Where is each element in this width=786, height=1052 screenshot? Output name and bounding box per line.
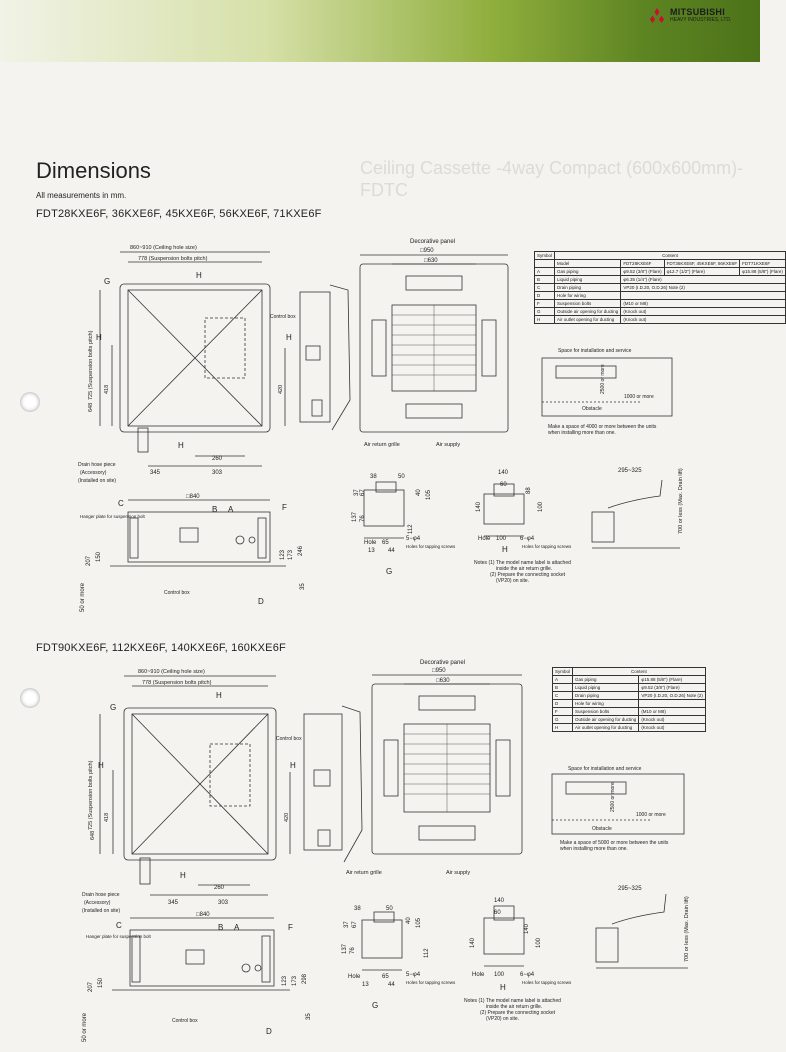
s1-d35: 35 — [300, 583, 306, 590]
ghost-line-1: Ceiling Cassette -4way Compact (600x600mm)- — [360, 158, 744, 178]
s2-d140v2: 140 — [470, 937, 476, 948]
table-row: G Outside air opening for ducting (Knock out) — [553, 716, 706, 724]
s2-letter-h2: H — [500, 983, 506, 992]
s1-letter-h-left: H — [96, 333, 102, 342]
s1-d65: 65 — [382, 540, 389, 546]
s2-decorative-panel: Decorative panel — [420, 660, 466, 666]
s2-letter-b: B — [218, 923, 224, 932]
s2-d345: 345 — [168, 900, 179, 906]
s1-d76: 76 — [360, 515, 366, 522]
s1-front-view — [110, 500, 286, 566]
s1-d295: 295~325 — [618, 468, 642, 474]
s2-drain-lift — [596, 894, 688, 968]
s1-d37: 37 — [354, 489, 360, 496]
s1-ceiling-hole: 860~910 (Ceiling hole size) — [130, 245, 197, 251]
s1-drain-lift — [592, 480, 680, 548]
table-row: D Hole for wiring — [535, 292, 786, 300]
s1-d67: 67 — [360, 489, 366, 496]
ghost-line-2: FDTC — [360, 179, 408, 200]
s2-d303: 303 — [218, 900, 229, 906]
s2-bolt-pitch-v: 725 (Suspension bolts pitch) — [88, 760, 94, 830]
s2-obstacle: Obstacle — [592, 826, 612, 832]
table-row: C Drain piping VP20 (I.D.20, O.D.26) Note (2) — [553, 692, 706, 700]
s2-letter-d: D — [266, 1027, 272, 1036]
s1-d150: 150 — [96, 551, 102, 562]
s1-space-diagram — [542, 358, 672, 416]
table-row: B Liquid piping φ9.52 (3/8") (Flare) — [553, 684, 706, 692]
s2-letter-h-bottom: H — [180, 871, 186, 880]
s2-d44: 44 — [388, 982, 395, 988]
s1-letter-h-right: H — [286, 333, 292, 342]
s1-sub-m2: FDT36KXE6F, 45KXE6F, 56KXE6F — [664, 260, 740, 268]
s2-d38: 38 — [354, 906, 361, 912]
s2-d260: 260 — [214, 885, 225, 891]
s1-note-3: (2) Prepare the connecting socket — [490, 572, 566, 578]
s1-d38: 38 — [370, 474, 377, 480]
s1-d173: 173 — [288, 549, 294, 560]
table-row: H Air outlet opening for ducting (Knock out) — [553, 724, 706, 732]
s1-d5phi4: 5−φ4 — [406, 536, 421, 542]
s2-d630: □630 — [436, 678, 450, 684]
s1-symbol-table — [534, 251, 786, 324]
s2-panel-view — [372, 675, 522, 854]
s2-space-diagram — [552, 774, 684, 834]
s2-detail-g — [362, 912, 402, 970]
s1-letter-f: F — [282, 503, 287, 512]
s1-space-note: Make a space of 4000 or more between the units when installing more than one. — [548, 424, 657, 436]
s2-d150: 150 — [98, 977, 104, 988]
s1-d105: 105 — [426, 489, 432, 500]
s1-letter-a: A — [228, 505, 234, 514]
s1-letter-h2: H — [502, 545, 508, 554]
s1-d303: 303 — [212, 470, 223, 476]
s2-installed: (Installed on site) — [82, 908, 121, 914]
s1-obstacle: Obstacle — [582, 406, 602, 412]
s2-bolt-pitch-h: 778 (Suspension bolts pitch) — [142, 680, 212, 686]
s1-panel-view — [360, 255, 508, 432]
s2-note-1: Notes (1) The model name label is attached — [464, 998, 561, 1004]
s2-d40: 40 — [406, 917, 412, 924]
s1-d60: 60 — [500, 482, 507, 488]
s2-d295: 295~325 — [618, 886, 642, 892]
s1-decorative-panel: Decorative panel — [410, 239, 456, 245]
s2-d100: 100 — [536, 937, 542, 948]
s2-note-2: inside the air return grille. — [486, 1004, 543, 1010]
table-row: B Liquid piping φ6.35 (1/4") (Flare) — [535, 276, 786, 284]
s2-letter-g2: G — [372, 1001, 379, 1010]
s1-letter-h-bottom: H — [178, 441, 184, 450]
s2-air-supply: Air supply — [446, 870, 471, 876]
s1-letter-g: G — [104, 277, 111, 286]
s1-drain-hose: Drain hose piece — [78, 462, 116, 468]
s2-front-view — [112, 918, 290, 990]
s2-space-note: Make a space of 5000 or more between the units when installing more than one. — [560, 840, 669, 852]
s2-d5phi4: 5−φ4 — [406, 972, 421, 978]
s2-d37: 37 — [344, 921, 350, 928]
s2-d112: 112 — [424, 948, 430, 958]
s2-d137: 137 — [342, 943, 348, 954]
s1-sub-m1: FDT28KXE6F — [621, 260, 664, 268]
s1-th-symbol: Symbol — [535, 252, 555, 260]
s1-d100b: 100 — [496, 536, 507, 542]
brand-name: MITSUBISHI — [670, 7, 726, 17]
s2-d67: 67 — [352, 921, 358, 928]
s1-d1000: 1000 or more — [624, 394, 654, 400]
s2-d950: □950 — [432, 668, 446, 674]
s1-d88: 88 — [526, 487, 532, 494]
table-row: F Suspension bolts (M10 or M8) — [553, 708, 706, 716]
s1-hole: Hole — [364, 540, 377, 546]
s1-d123: 123 — [280, 549, 286, 560]
s1-d260: 260 — [212, 456, 223, 462]
s2-letter-a: A — [234, 923, 240, 932]
s2-th-symbol: Symbol — [553, 668, 573, 676]
s2-d100b: 100 — [494, 972, 505, 978]
s2-accessory: (Accessory) — [84, 900, 111, 906]
s2-hanger: Hanger plate for suspension bolt — [86, 934, 151, 939]
table-row: D Hole for wiring — [553, 700, 706, 708]
s1-letter-c: C — [118, 499, 124, 508]
s2-plan-view — [100, 676, 290, 895]
s2-d840: □840 — [196, 912, 210, 918]
brand-tagline: HEAVY INDUSTRIES, LTD. — [670, 17, 732, 23]
s1-letter-d: D — [258, 597, 264, 606]
s1-d840: □840 — [186, 494, 200, 500]
table-row: H Air outlet opening for ducting (Knock out) — [535, 316, 786, 324]
s1-detail-h — [484, 484, 524, 536]
s2-letter-h-left: H — [98, 761, 104, 770]
s2-note-4: (VP20) on site. — [486, 1016, 520, 1022]
s1-tapping-h: Holes for tapping screws — [522, 544, 572, 549]
s2-symbol-table — [552, 667, 706, 732]
s1-air-supply: Air supply — [436, 442, 461, 448]
s2-control-box-2: Control box — [172, 1018, 198, 1024]
s1-note-1: Notes (1) The model name label is attached — [474, 560, 571, 566]
s1-air-return: Air return grille — [364, 442, 400, 448]
s1-th-content: Content — [555, 252, 786, 260]
s1-d40: 40 — [416, 489, 422, 496]
table-row: F Suspension bolts (M10 or M8) — [535, 300, 786, 308]
s1-letter-b: B — [212, 505, 218, 514]
s2-letter-h-right: H — [290, 761, 296, 770]
s1-d140v: 140 — [476, 501, 482, 512]
s1-d950: □950 — [420, 248, 434, 254]
s2-d298: 298 — [302, 973, 308, 984]
s2-d140: 140 — [494, 898, 505, 904]
s1-d420: 420 — [278, 384, 284, 394]
s1-side-view — [300, 285, 350, 430]
s2-d1000: 1000 or more — [636, 812, 666, 818]
s2-d207: 207 — [88, 981, 94, 992]
s1-d345: 345 — [150, 470, 161, 476]
s1-d100: 100 — [538, 501, 544, 512]
page-subtitle: All measurements in mm. — [36, 191, 127, 200]
s2-d13: 13 — [362, 982, 369, 988]
s1-d44: 44 — [388, 548, 395, 554]
s2-note-3: (2) Prepare the connecting socket — [480, 1010, 556, 1016]
table-row: A Gas piping φ9.52 (3/8") (Flare) φ12.7 (1/2") (Flare) φ15.88 (5/8") (Flare) — [535, 268, 786, 276]
s1-d50b: 50 — [398, 474, 405, 480]
table-row: G Outside air opening for ducting (Knock out) — [535, 308, 786, 316]
s2-d76: 76 — [350, 947, 356, 954]
s1-d137: 137 — [352, 511, 358, 522]
s2-ceiling-hole: 860~910 (Ceiling hole size) — [138, 669, 205, 675]
section2-model: FDT90KXE6F, 112KXE6F, 140KXE6F, 160KXE6F — [36, 642, 286, 654]
s2-d60: 60 — [494, 910, 501, 916]
s2-d6phi4: 6−φ4 — [520, 972, 535, 978]
s2-letter-c: C — [116, 921, 122, 930]
s2-letter-g: G — [110, 703, 117, 712]
s2-tapping: Holes for tapping screws — [406, 980, 456, 985]
s1-sub-m3: FDT71KXE6F — [740, 260, 786, 268]
s1-plan-view — [100, 252, 285, 466]
s1-tapping: Holes for tapping screws — [406, 544, 456, 549]
s2-d140v: 140 — [524, 923, 530, 934]
s2-d173: 173 — [292, 975, 298, 986]
section1-model: FDT28KXE6F, 36KXE6F, 45KXE6F, 56KXE6F, 71KXE6F — [36, 208, 322, 220]
s2-d105: 105 — [416, 917, 422, 928]
table-row: C Drain piping VP20 (I.D.20, O.D.26) Note (2) — [535, 284, 786, 292]
s1-accessory: (Accessory) — [80, 470, 107, 476]
s2-letter-f: F — [288, 923, 293, 932]
s1-letter-h-top: H — [196, 271, 202, 280]
s1-d13: 13 — [368, 548, 375, 554]
s2-d50b: 50 — [386, 906, 393, 912]
s1-bolt-pitch-h: 778 (Suspension bolts pitch) — [138, 256, 208, 262]
s2-hole: Hole — [348, 974, 361, 980]
s1-hole-h: Hole — [478, 536, 491, 542]
s1-d50-more: 50 or more — [80, 582, 86, 612]
s2-air-return: Air return grille — [346, 870, 382, 876]
s1-detail-g — [364, 482, 404, 538]
s1-installed: (Installed on site) — [78, 478, 117, 484]
s2-control-box: Control box — [276, 736, 302, 742]
s2-notes — [464, 998, 561, 1022]
s2-d2500: 2500 or more — [610, 782, 616, 812]
s2-d648: 648 — [90, 830, 96, 840]
s2-tapping-h: Holes for tapping screws — [522, 980, 572, 985]
s1-d207: 207 — [86, 555, 92, 566]
s1-control-box: Control box — [270, 314, 296, 320]
s1-d6phi4: 6−φ4 — [520, 536, 535, 542]
s2-detail-h — [484, 906, 524, 966]
s1-letter-g2: G — [386, 567, 393, 576]
s1-control-box-2: Control box — [164, 590, 190, 596]
s1-d2500: 2500 or more — [600, 364, 606, 394]
s1-note-4: (VP20) on site. — [496, 578, 530, 584]
s1-d648: 648 — [88, 402, 94, 412]
s2-side-view — [304, 706, 362, 862]
s1-d246: 246 — [298, 545, 304, 556]
s1-d112: 112 — [408, 524, 414, 534]
s1-sub-model: Model — [555, 260, 621, 268]
s1-bolt-pitch-v: 725 (Suspension bolts pitch) — [88, 330, 94, 400]
s2-d123: 123 — [282, 975, 288, 986]
s2-d700: 700 or less (Max. Drain lift) — [684, 896, 690, 962]
table-row: A Gas piping φ15.88 (5/8") (Flare) — [553, 676, 706, 684]
s2-hole-h: Hole — [472, 972, 485, 978]
s2-d420: 420 — [284, 812, 290, 822]
s2-d35: 35 — [306, 1013, 312, 1020]
s1-notes — [474, 560, 571, 584]
s1-d140: 140 — [498, 470, 509, 476]
s1-d418: 418 — [104, 384, 110, 394]
s2-d418: 418 — [104, 812, 110, 822]
s1-hanger: Hanger plate for suspension bolt — [80, 514, 145, 519]
s2-th-content: Content — [573, 668, 706, 676]
s2-letter-h-top: H — [216, 691, 222, 700]
s2-d65: 65 — [382, 974, 389, 980]
s1-note-2: inside the air return grille. — [496, 566, 553, 572]
s1-space-title: Space for installation and service — [558, 348, 632, 354]
s1-d630: □630 — [424, 258, 438, 264]
s2-drain-hose: Drain hose piece — [82, 892, 120, 898]
page-title: Dimensions — [36, 158, 151, 183]
s2-d50-more: 50 or more — [82, 1012, 88, 1042]
s1-d700: 700 or less (Max. Drain lift) — [678, 468, 684, 534]
s2-space-title: Space for installation and service — [568, 766, 642, 772]
